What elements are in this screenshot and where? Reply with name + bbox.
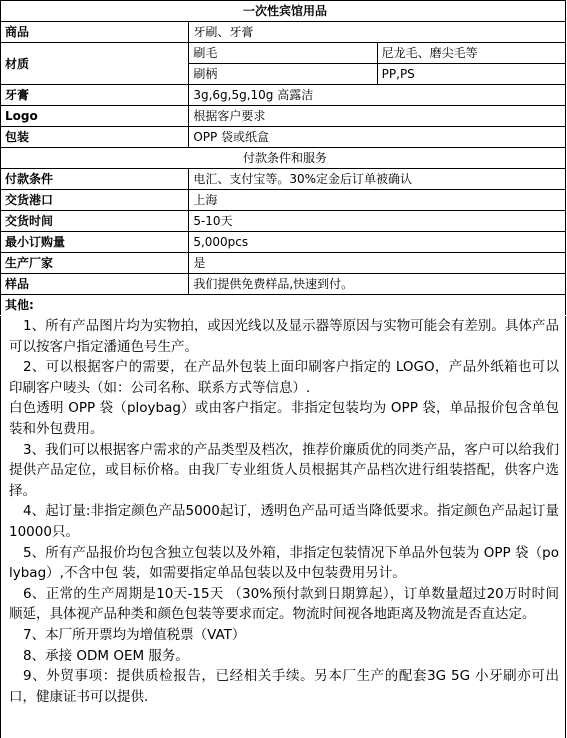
other-label: 其他: (1, 295, 566, 316)
term-label: 生产厂家 (1, 253, 189, 274)
note-paragraph: 3、我们可以根据客户需求的产品类型及档次，推荐价廉质优的同类产品，客户可以给我们提供产品定位，或目标价格。由我厂专业组货人员根据其产品档次进行组装搭配，供客户选择。 (9, 441, 559, 499)
term-value: 5,000pcs (189, 232, 566, 253)
spec-table (0, 0, 566, 315)
row-value-product: 牙刷、牙膏 (189, 22, 566, 43)
term-label: 交货港口 (1, 190, 189, 211)
table-row (1, 85, 566, 106)
material-handle-label: 刷柄 (189, 64, 377, 85)
term-label: 交货时间 (1, 211, 189, 232)
table-title: 一次性宾馆用品 (1, 1, 566, 22)
material-bristle-label: 刷毛 (189, 43, 377, 64)
term-value: 是 (189, 253, 566, 274)
table-row (1, 106, 566, 127)
row-label-material: 材质 (1, 43, 189, 85)
row-value-toothpaste: 3g,6g,5g,10g 高露洁 (189, 85, 566, 106)
term-value: 我们提供免费样品,快速到付。 (189, 274, 566, 295)
note-paragraph: 8、承接 ODM OEM 服务。 (23, 647, 189, 664)
notes-section (0, 316, 566, 738)
table-row (1, 22, 566, 43)
material-handle-value: PP,PS (377, 64, 565, 85)
table-row (1, 253, 566, 274)
material-bristle-value: 尼龙毛、磨尖毛等 (377, 43, 565, 64)
term-label: 样品 (1, 274, 189, 295)
note-paragraph: 7、本厂所开票均为增值税票（VAT） (23, 626, 246, 643)
note-paragraph: 1、所有产品图片均为实物拍，或因光线以及显示器等原因与实物可能会有差别。具体产品可以按客户指定潘通色号生产。 (9, 318, 559, 355)
term-label: 最小订购量 (1, 232, 189, 253)
note-paragraph: 白色透明 OPP 袋（ploybag）或由客户指定。非指定包装均为 OPP 袋，单品报价包含单包装和外包费用。 (9, 400, 559, 437)
payment-section-header: 付款条件和服务 (1, 148, 566, 169)
table-row (1, 232, 566, 253)
row-value-logo: 根据客户要求 (189, 106, 566, 127)
row-label-product: 商品 (1, 22, 189, 43)
note-paragraph: 4、起订量:非指定颜色产品5000起订，透明色产品可适当降低要求。指定颜色产品起订量10000只。 (9, 503, 559, 540)
row-label-logo: Logo (1, 106, 189, 127)
term-value: 上海 (189, 190, 566, 211)
note-paragraph: 6、正常的生产周期是10天-15天 （30%预付款到日期算起），订单数量超过20万时时间顺延，具体视产品种类和颜色包装等要求而定。物流时间视各地距离及物流是否直达定。 (9, 585, 559, 623)
table-row (1, 190, 566, 211)
table-row (1, 43, 566, 64)
term-value: 电汇、支付宝等。30%定金后订单被确认 (189, 169, 566, 190)
term-label: 付款条件 (1, 169, 189, 190)
term-value: 5-10天 (189, 211, 566, 232)
row-label-toothpaste: 牙膏 (1, 85, 189, 106)
table-row (1, 169, 566, 190)
row-value-packing: OPP 袋或纸盒 (189, 127, 566, 148)
row-label-packing: 包装 (1, 127, 189, 148)
table-row (1, 274, 566, 295)
table-row (1, 211, 566, 232)
note-paragraph: 5、所有产品报价均包含独立包装以及外箱，非指定包装情况下单品外包装为 OPP 袋（polybag）,不含中包 装，如需要指定单品包装以及中包装费用另计。 (9, 544, 559, 582)
note-paragraph: 2、可以根据客户的需要，在产品外包装上面印刷客户指定的 LOGO，产品外纸箱也可以印刷客户唛头（如：公司名称、联系方式等信息）. (9, 359, 559, 396)
note-paragraph: 9、外贸事项：提供质检报告，已经相关手续。另本厂生产的配套3G 5G 小牙刷亦可出口，健康证书可以提供. (9, 668, 559, 705)
table-row (1, 127, 566, 148)
